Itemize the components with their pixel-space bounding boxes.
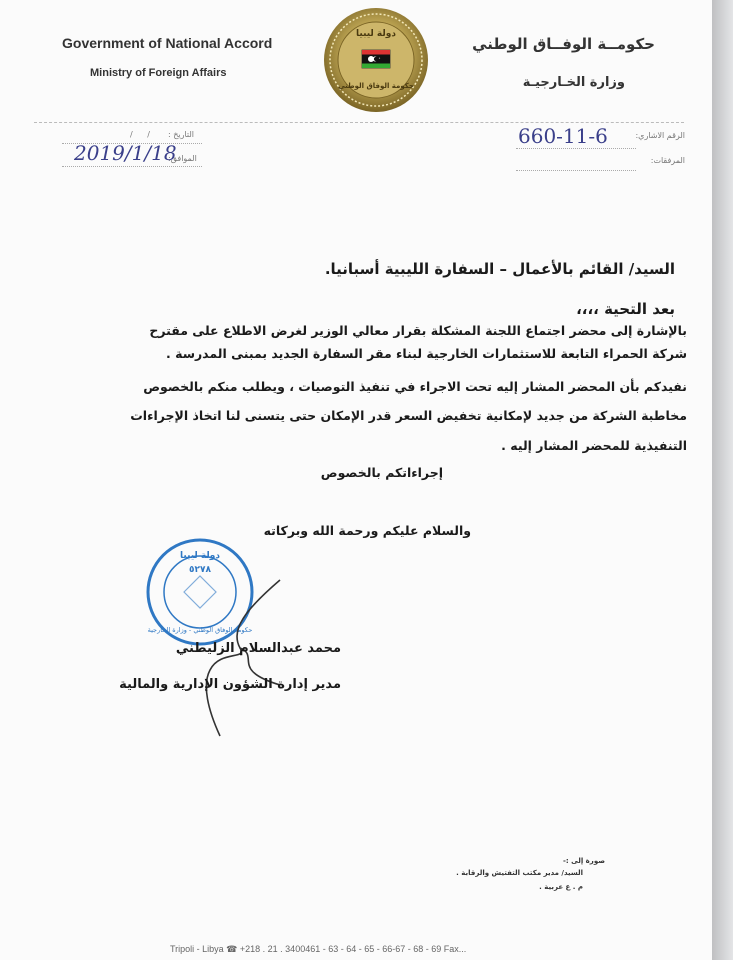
ref-number-handwritten: 660-11-6 bbox=[518, 124, 608, 148]
copies-line-2: م . ع عربية . bbox=[539, 883, 583, 891]
gna-seal-emblem bbox=[322, 6, 430, 114]
ar-government-title: حكومــة الوفــاق الوطني bbox=[472, 35, 655, 53]
header-separator bbox=[34, 122, 684, 123]
copies-line-1: السيد/ مدير مكتب التفتيش والرقابة . bbox=[456, 869, 583, 877]
stamp-ring-text: حكومة الوفاق الوطني - وزارة الخارجية bbox=[147, 626, 253, 634]
addressee: السيد/ القائم بالأعمال – السفارة الليبية أسبانيا. bbox=[324, 260, 675, 278]
ref-label: الرقم الاشاري: bbox=[635, 131, 685, 140]
svg-text:دولة ليبيا: دولة ليبيا bbox=[356, 29, 396, 39]
en-ministry-title: Ministry of Foreign Affairs bbox=[90, 67, 227, 79]
attachments-label: المرفقات: bbox=[650, 156, 685, 165]
page-edge bbox=[712, 0, 733, 960]
ar-ministry-title: وزارة الخـارجيـة bbox=[522, 75, 625, 90]
attachments-line bbox=[516, 170, 636, 171]
ref-line bbox=[516, 148, 636, 149]
footer-address: Tripoli - Libya ☎ +218 . 21 . 3400461 - 63 - 64 - 65 - 66-67 - 68 - 69 Fax... bbox=[170, 944, 467, 954]
en-government-title: Government of National Accord bbox=[62, 35, 273, 51]
body-line-1: بالإشارة إلى محضر اجتماع اللجنة المشكلة بقرار معالي الوزير لغرض الاطلاع على مقترح bbox=[149, 323, 687, 338]
body-line-2: شركة الحمراء التابعة للاستثمارات الخارجية لبناء مقر السفارة الجديد بمبنى المدرسة . bbox=[166, 346, 687, 361]
date-label: التاريخ : bbox=[168, 130, 195, 139]
corresponding-date-handwritten: 2019/1/18 bbox=[74, 141, 177, 165]
body-line-4: مخاطبة الشركة من جديد لإمكانية تخفيض السعر قدر الإمكان حتى يتسنى لنا اتخاذ الإجراءات bbox=[130, 408, 687, 423]
date-placeholder: / / bbox=[130, 130, 156, 139]
stamp-top-text: دولة ليبيا bbox=[180, 551, 220, 561]
corresponding-label: الموافق: bbox=[168, 154, 197, 163]
svg-text:حكومة الوفاق الوطني: حكومة الوفاق الوطني bbox=[338, 82, 414, 90]
signatory-title: مدير إدارة الشؤون الإدارية والمالية bbox=[119, 677, 341, 692]
copies-title: صورة إلى :- bbox=[562, 857, 605, 865]
body-line-5: التنفيذية للمحضر المشار إليه . bbox=[501, 438, 687, 453]
signatory-name: محمد عبدالسلام الزليطني bbox=[175, 641, 341, 656]
greeting: بعد التحية ،،،، bbox=[576, 300, 675, 318]
closing-line: والسلام عليكم ورحمة الله وبركاته bbox=[263, 523, 471, 538]
body-line-3: نفيدكم بأن المحضر المشار إليه تحت الاجراء في تنفيذ التوصيات ، ويطلب منكم بالخصوص bbox=[143, 379, 687, 394]
stamp-number: ٥٢٧٨ bbox=[189, 565, 211, 575]
corresponding-line bbox=[62, 166, 202, 167]
action-line: إجراءاتكم بالخصوص bbox=[320, 465, 443, 480]
